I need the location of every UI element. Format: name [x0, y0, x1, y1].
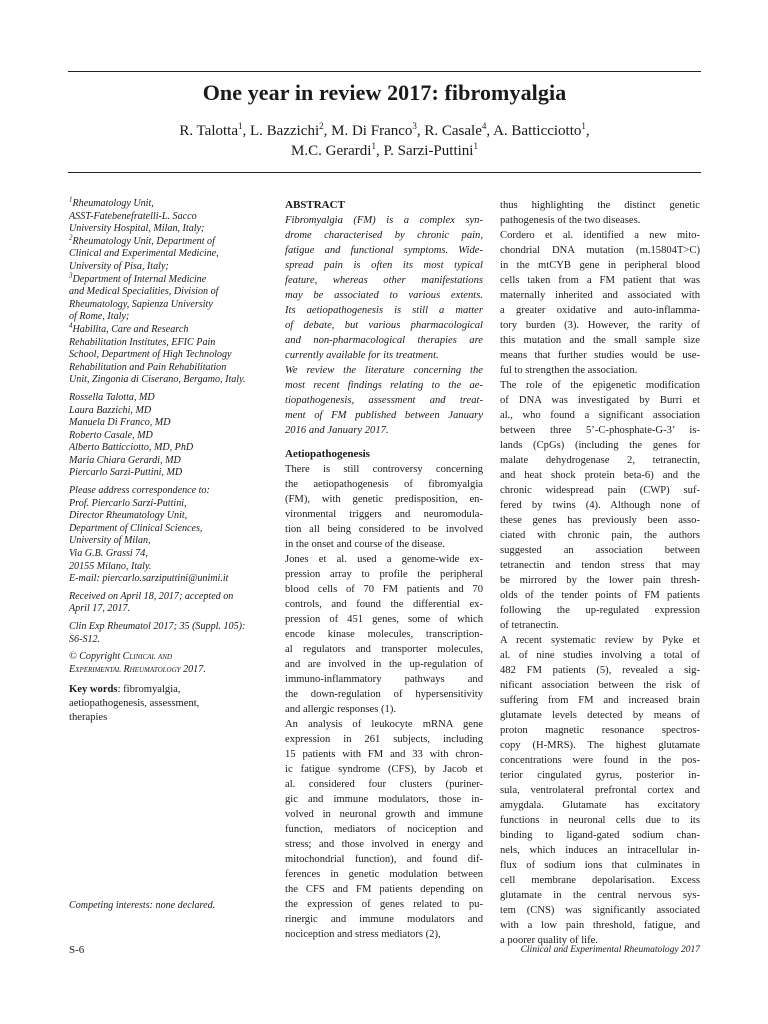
- text-line: ferences in genetic modulation between: [285, 869, 483, 880]
- text-line: University of Milan,: [69, 535, 151, 547]
- text-line: Fibromyalgia (FM) is a complex syn-: [285, 215, 483, 226]
- text-line: Cordero et al. identified a new mito-: [500, 230, 700, 241]
- text-line: of tetranectin.: [500, 620, 559, 631]
- affiliation-line: $^1$Rheumatology Unit,: [69, 195, 154, 209]
- author-line-1: R. Talotta$^1$, L. Bazzichi$^2$, M. Di Franco$^3$, R. Casale$^4$, A. Batticciotto$^1$,: [179, 121, 590, 139]
- text-line: Its aetiopathogenesis is still a matter: [285, 305, 483, 316]
- author-name: P. Sarzi-Puttini: [383, 143, 474, 159]
- abstract-heading: ABSTRACT: [285, 199, 345, 211]
- text-line: suffering from FM and increased brain: [500, 695, 700, 706]
- text-line: ment of FM published between January: [285, 410, 483, 421]
- text-line: Department of Clinical Sciences,: [69, 522, 203, 534]
- abstract-text: [285, 213, 483, 438]
- text-line: Director Rheumatology Unit,: [69, 510, 188, 522]
- text-line: Roberto Casale, MD: [69, 429, 153, 441]
- text-line: stress; and those involved in energy and: [285, 839, 483, 850]
- text-line: gic and immune modulators, those in-: [285, 794, 483, 805]
- text-line: feature, whereas other manifestations: [285, 275, 483, 286]
- text-line: glutamate in the central nervous sys-: [500, 890, 700, 901]
- journal-footer: Clinical and Experimental Rheumatology 2017: [520, 945, 700, 955]
- affiliation-line: Rehabilitation Institutes, EFIC Pain: [69, 336, 216, 348]
- keywords-label: Key words: [69, 684, 118, 695]
- affiliation-line: University of Pisa, Italy;: [69, 260, 169, 272]
- abstract-column: [285, 198, 483, 942]
- text-line: rinergic and immune modulators and: [285, 914, 483, 925]
- text-line: suggested an association between: [500, 545, 700, 556]
- text-line: the down-regulation of hypersensitivity: [285, 689, 483, 700]
- text-line: vironmental triggers and neuromodula-: [285, 509, 483, 520]
- text-line: The role of the epigenetic modification: [500, 380, 700, 391]
- author-affiliation-mark: 4: [481, 121, 487, 131]
- text-line: ciated with chronic pain, the authors: [500, 530, 700, 541]
- text-line: functions in neuronal cells due to its: [500, 815, 700, 826]
- text-line: nificant association between the risk of: [500, 680, 700, 691]
- text-line: chondrial DNA mutation (m.15804T>C): [500, 245, 700, 256]
- received-dates: [69, 591, 269, 616]
- text-line: terior cingulated gyrus, posterior in-: [500, 770, 700, 781]
- text-line: tetranectin and tendon stress that may: [500, 560, 700, 571]
- text-line: copy (H-MRS). The highest glutamate: [500, 740, 700, 751]
- author-affiliation-mark: 2: [319, 121, 324, 131]
- text-line: maternally inherited and associated with: [500, 290, 700, 301]
- affiliation-line: Rehabilitation and Pain Rehabilitation: [69, 361, 227, 373]
- affiliation-line: $^3$Department of Internal Medicine: [69, 271, 207, 285]
- affiliation-line: School, Department of High Technology: [69, 349, 232, 361]
- author-name: R. Casale: [424, 123, 482, 139]
- text-line: most recent findings relating to the ae-: [285, 380, 483, 391]
- affiliation-line: of Rome, Italy;: [69, 311, 130, 323]
- text-line: al regulators and transporter molecules,: [285, 644, 483, 655]
- text-line: and non-pharmacological therapies are: [285, 335, 483, 346]
- text-line: There is still controversy concerning: [285, 464, 483, 475]
- text-line: function, mediators of nociception and: [285, 824, 483, 835]
- affiliation-line: Unit, Zingonia di Ciserano, Bergamo, Italy.: [69, 374, 246, 386]
- affiliation-line: Rheumatology, Sapienza University: [69, 298, 213, 310]
- affiliation-line: University Hospital, Milan, Italy;: [69, 223, 205, 235]
- text-line: pathogenesis of the two diseases.: [500, 215, 641, 226]
- keywords: Key words: fibromyalgia, aetiopathogenesis, assessment, therapies: [69, 684, 200, 723]
- text-line: the aetiopathogenesis of fibromyalgia: [285, 479, 483, 490]
- text-line: E-mail: piercarlo.sarziputtini@unimi.it: [69, 573, 229, 585]
- text-line: Received on April 18, 2017; accepted on: [69, 590, 234, 602]
- text-line: lands (CpGs) (including the genes for: [500, 440, 700, 451]
- text-line: ful to strengthen the association.: [500, 365, 638, 376]
- text-line: ic fatigue syndrome (CFS), by Jacob et: [285, 764, 483, 775]
- text-line: volved in neuronal growth and immune: [285, 809, 483, 820]
- text-line: fered by twins (4). Although none of: [500, 500, 700, 511]
- text-line: A recent systematic review by Pyke et: [500, 635, 700, 646]
- text-line: An analysis of leukocyte mRNA gene: [285, 719, 483, 730]
- text-line: mitochondrial function), and found dif-: [285, 854, 483, 865]
- text-line: drome characterised by chronic pain,: [285, 230, 483, 241]
- copyright: © Copyright Clinical and Experimental Rheumatology 2017.: [69, 651, 206, 675]
- text-line: April 17, 2017.: [69, 603, 131, 615]
- text-line: with a low pain threshold, fatigue, and: [500, 920, 700, 931]
- text-line: Jones et al. used a genome-wide ex-: [285, 554, 483, 565]
- text-line: Piercarlo Sarzi-Puttini, MD: [69, 467, 183, 479]
- text-line: this mutation and the small sample size: [500, 335, 700, 346]
- citation: [69, 621, 269, 646]
- text-line: Clin Exp Rheumatol 2017; 35 (Suppl. 105):: [69, 621, 246, 632]
- text-line: means that further studies would be use-: [500, 350, 700, 361]
- text-line: Prof. Piercarlo Sarzi-Puttini,: [69, 497, 187, 509]
- author-affiliation-mark: 1: [473, 141, 478, 151]
- text-line: fatigue and functional symptoms. Wide-: [285, 245, 483, 256]
- text-line: amygdala. Glutamate has excitatory: [500, 800, 700, 811]
- text-line: al. of nine studies involving a total of: [500, 650, 700, 661]
- paper-title: One year in review 2017: fibromyalgia: [202, 80, 567, 105]
- author-affiliation-mark: 1: [371, 141, 376, 151]
- text-line: encode kinase molecules, transcription-: [285, 629, 483, 640]
- competing-interests: Competing interests: none declared.: [69, 900, 216, 911]
- author-affiliation-mark: 3: [412, 121, 417, 131]
- page-number: S-6: [69, 944, 85, 956]
- text-line: We review the literature concerning the: [285, 365, 483, 376]
- text-line: pression of 451 genes, some of which: [285, 614, 483, 625]
- text-line: immuno-inflammatory pathways and: [285, 674, 483, 685]
- text-line: spread pain is often its most typical: [285, 260, 483, 271]
- aetiopathogenesis-heading: Aetiopathogenesis: [285, 448, 370, 460]
- text-line: and are involved in the up-regulation of: [285, 659, 483, 670]
- bottom-rule: [68, 172, 701, 173]
- text-line: nociception and stress mediators (2),: [285, 929, 441, 940]
- affiliation-line: $^4$Habilita, Care and Research: [69, 321, 189, 335]
- text-line: tem (CNS) was significantly associated: [500, 905, 700, 916]
- text-line: tory burden (3). However, the rarity of: [500, 320, 700, 331]
- text-line: in the mtCYB gene in peripheral blood: [500, 260, 700, 271]
- text-line: between three 5’-C-phosphate-G-3’ is-: [500, 425, 700, 436]
- text-line: and heat shock protein beta-6) and the: [500, 470, 700, 481]
- text-line: chronic widespread pain (CWP) suf-: [500, 485, 700, 496]
- text-line: the CFS and FM patients depending on: [285, 884, 483, 895]
- affiliations: [69, 195, 269, 387]
- text-line: be mirrored by the lower pain thresh-: [500, 575, 700, 586]
- text-line: al., who found a significant association: [500, 410, 700, 421]
- text-line: S6-S12.: [69, 633, 101, 645]
- text-line: of DNA was investigated by Burri et: [500, 395, 700, 406]
- text-line: 2016 and January 2017.: [285, 425, 389, 436]
- text-line: cell membrane depolarisation. Excess: [500, 875, 700, 886]
- text-line: 15 patients with FM and 33 with chron-: [285, 749, 483, 760]
- text-line: a poorer quality of life.: [500, 935, 598, 946]
- author-name: L. Bazzichi: [250, 123, 320, 139]
- text-line: a greater oxidative and auto-inflamma-: [500, 305, 700, 316]
- author-name: A. Batticciotto: [493, 123, 582, 139]
- text-line: Rossella Talotta, MD: [69, 391, 155, 403]
- text-line: 482 FM patients (5), revealed a sig-: [500, 665, 700, 676]
- affiliation-line: Clinical and Experimental Medicine,: [69, 248, 219, 260]
- author-affiliation-mark: 1: [238, 121, 243, 131]
- text-line: cells taken from a FM patient that was: [500, 275, 700, 286]
- text-line: flux of sodium ions that culminates in: [500, 860, 700, 871]
- text-line: expression in 261 subjects, including: [285, 734, 483, 745]
- author-line-2: M.C. Gerardi$^1$, P. Sarzi-Puttini$^1$: [291, 141, 478, 159]
- text-line: (FM), with genetic predisposition, en-: [285, 494, 483, 505]
- text-line: 20155 Milano, Italy.: [69, 560, 152, 572]
- text-line: olds of the tender points of FM patients: [500, 590, 700, 601]
- body-right-column: [500, 198, 700, 948]
- top-rule: [68, 71, 701, 72]
- text-line: tion all being considered to be involved: [285, 524, 483, 535]
- affiliation-line: ASST-Fatebenefratelli-L. Sacco: [69, 210, 197, 222]
- text-line: proton magnetic resonance spectros-: [500, 725, 700, 736]
- text-line: binding to ligand-gated sodium chan-: [500, 830, 700, 841]
- text-line: the expression of genes related to pu-: [285, 899, 483, 910]
- aetiopathogenesis-text: [285, 462, 483, 942]
- text-line: these genes has previously been asso-: [500, 515, 700, 526]
- text-line: Laura Bazzichi, MD: [69, 404, 152, 416]
- text-line: pression array to profile the peripheral: [285, 569, 483, 580]
- text-line: Maria Chiara Gerardi, MD: [69, 454, 181, 466]
- affiliation-line: and Medical Specialities, Division of: [69, 286, 219, 298]
- text-line: and allergic responses (1).: [285, 704, 397, 715]
- text-line: currently available for its treatment.: [285, 350, 439, 361]
- text-line: tiopathogenesis, assessment and treat-: [285, 395, 483, 406]
- text-line: nels, which induces an intracellular in-: [500, 845, 700, 856]
- text-line: Please address correspondence to:: [69, 485, 210, 497]
- body-text-right: [500, 198, 700, 948]
- text-line: glutamate levels detected by means of: [500, 710, 700, 721]
- text-line: concentrations were found in the pos-: [500, 755, 700, 766]
- text-line: of debate, but various pharmacological: [285, 320, 483, 331]
- text-line: following the up-regulated expression: [500, 605, 700, 616]
- text-line: blood cells of 70 FM patients and 70: [285, 584, 483, 595]
- correspondence: [69, 485, 269, 586]
- text-line: Manuela Di Franco, MD: [69, 417, 171, 429]
- text-line: malate dehydrogenase 2, tetranectin,: [500, 455, 700, 466]
- text-line: in the onset and course of the disease.: [285, 539, 446, 550]
- text-line: Via G.B. Grassi 74,: [69, 548, 148, 560]
- author-name: M.C. Gerardi: [291, 143, 372, 159]
- author-affiliation-mark: 1: [581, 121, 586, 131]
- text-line: thus highlighting the distinct genetic: [500, 200, 700, 211]
- author-name: R. Talotta: [179, 123, 238, 139]
- affiliations-column: [69, 195, 269, 681]
- text-line: al. considered four clusters (puriner-: [285, 779, 483, 790]
- text-line: may be associated to various extents.: [285, 290, 483, 301]
- author-list: [68, 121, 701, 161]
- text-line: controls, and found the differential ex-: [285, 599, 483, 610]
- author-degrees: [69, 392, 269, 480]
- text-line: Alberto Batticciotto, MD, PhD: [69, 442, 194, 454]
- affiliation-line: $^2$Rheumatology Unit, Department of: [69, 233, 215, 247]
- author-name: M. Di Franco: [331, 123, 413, 139]
- text-line: sula, ventrolateral prefrontal cortex and: [500, 785, 700, 796]
